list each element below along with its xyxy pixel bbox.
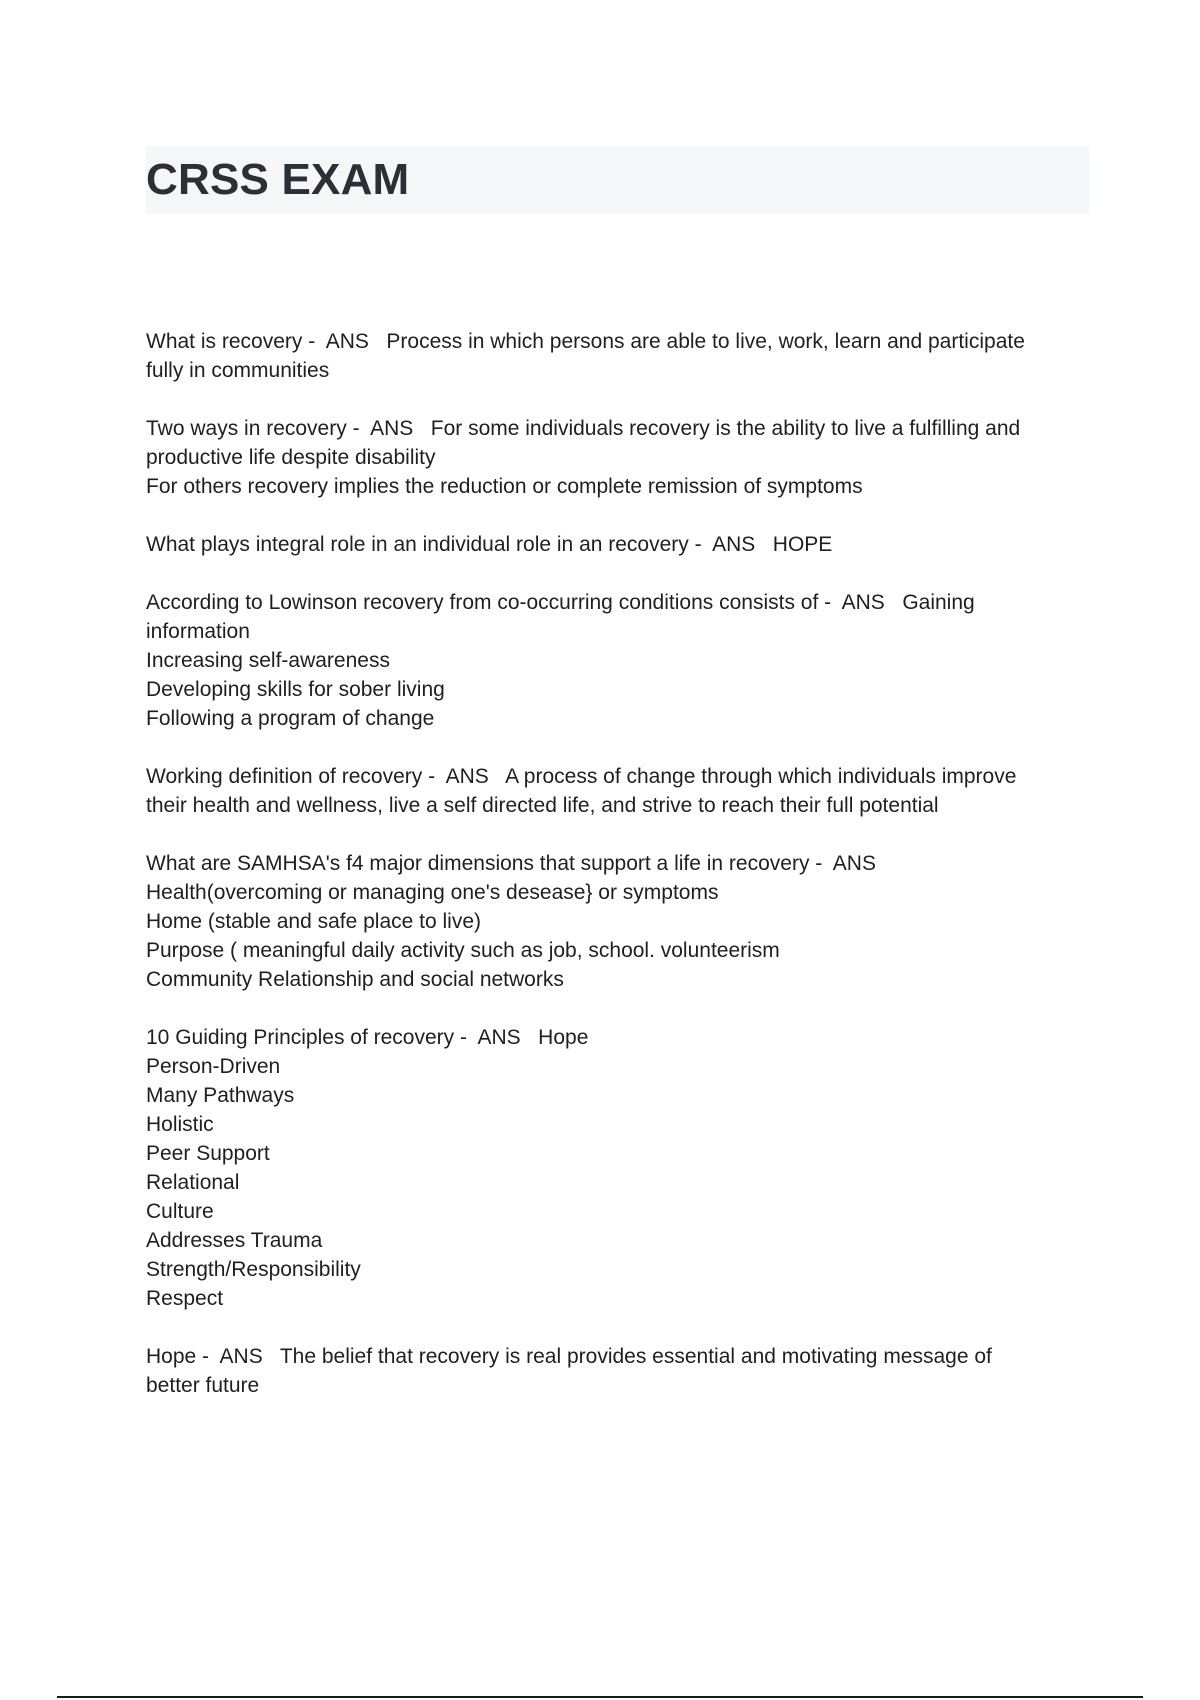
qa-item	[146, 530, 1091, 559]
qa-line: What is recovery - ANS Process in which persons are able to live, work, learn and participate	[146, 330, 1025, 353]
title-banner	[146, 146, 1089, 214]
qa-item	[146, 1023, 1091, 1313]
qa-line: their health and wellness, live a self directed life, and strive to reach their full potential	[146, 794, 939, 817]
qa-line: Relational	[146, 1171, 240, 1194]
qa-line: According to Lowinson recovery from co-occurring conditions consists of - ANS Gaining	[146, 591, 975, 614]
qa-line: Developing skills for sober living	[146, 678, 445, 701]
qa-line: Strength/Responsibility	[146, 1258, 361, 1281]
qa-list	[146, 327, 1091, 1429]
qa-line: Working definition of recovery - ANS A process of change through which individuals improve	[146, 765, 1017, 788]
page-title: CRSS EXAM	[146, 155, 410, 204]
qa-item	[146, 588, 1091, 733]
qa-item	[146, 762, 1091, 820]
qa-line: Peer Support	[146, 1142, 270, 1165]
qa-line: For others recovery implies the reduction or complete remission of symptoms	[146, 475, 863, 498]
qa-line: Respect	[146, 1287, 224, 1310]
qa-line: fully in communities	[146, 359, 330, 382]
footer-divider	[57, 1696, 1143, 1698]
qa-item	[146, 1342, 1091, 1400]
qa-line: Purpose ( meaningful daily activity such as job, school. volunteerism	[146, 939, 780, 962]
qa-line: productive life despite disability	[146, 446, 436, 469]
qa-line: Home (stable and safe place to live)	[146, 910, 482, 933]
qa-line: 10 Guiding Principles of recovery - ANS Hope	[146, 1026, 589, 1049]
qa-item	[146, 327, 1091, 385]
qa-line: Two ways in recovery - ANS For some individuals recovery is the ability to live a fulfilling and	[146, 417, 1021, 440]
qa-line: Person-Driven	[146, 1055, 281, 1078]
qa-line: Addresses Trauma	[146, 1229, 323, 1252]
qa-line: Increasing self-awareness	[146, 649, 390, 672]
qa-item	[146, 849, 1091, 994]
qa-line: information	[146, 620, 250, 643]
qa-item	[146, 414, 1091, 501]
qa-line: better future	[146, 1374, 260, 1397]
qa-line: Culture	[146, 1200, 214, 1223]
qa-line: Holistic	[146, 1113, 214, 1136]
qa-line: What plays integral role in an individual role in an recovery - ANS HOPE	[146, 533, 833, 556]
qa-line: Community Relationship and social networks	[146, 968, 564, 991]
qa-line: What are SAMHSA's f4 major dimensions that support a life in recovery - ANS	[146, 852, 876, 875]
qa-line: Hope - ANS The belief that recovery is real provides essential and motivating message of	[146, 1345, 992, 1368]
qa-line: Following a program of change	[146, 707, 435, 730]
qa-line: Many Pathways	[146, 1084, 295, 1107]
qa-line: Health(overcoming or managing one's desease} or symptoms	[146, 881, 719, 904]
